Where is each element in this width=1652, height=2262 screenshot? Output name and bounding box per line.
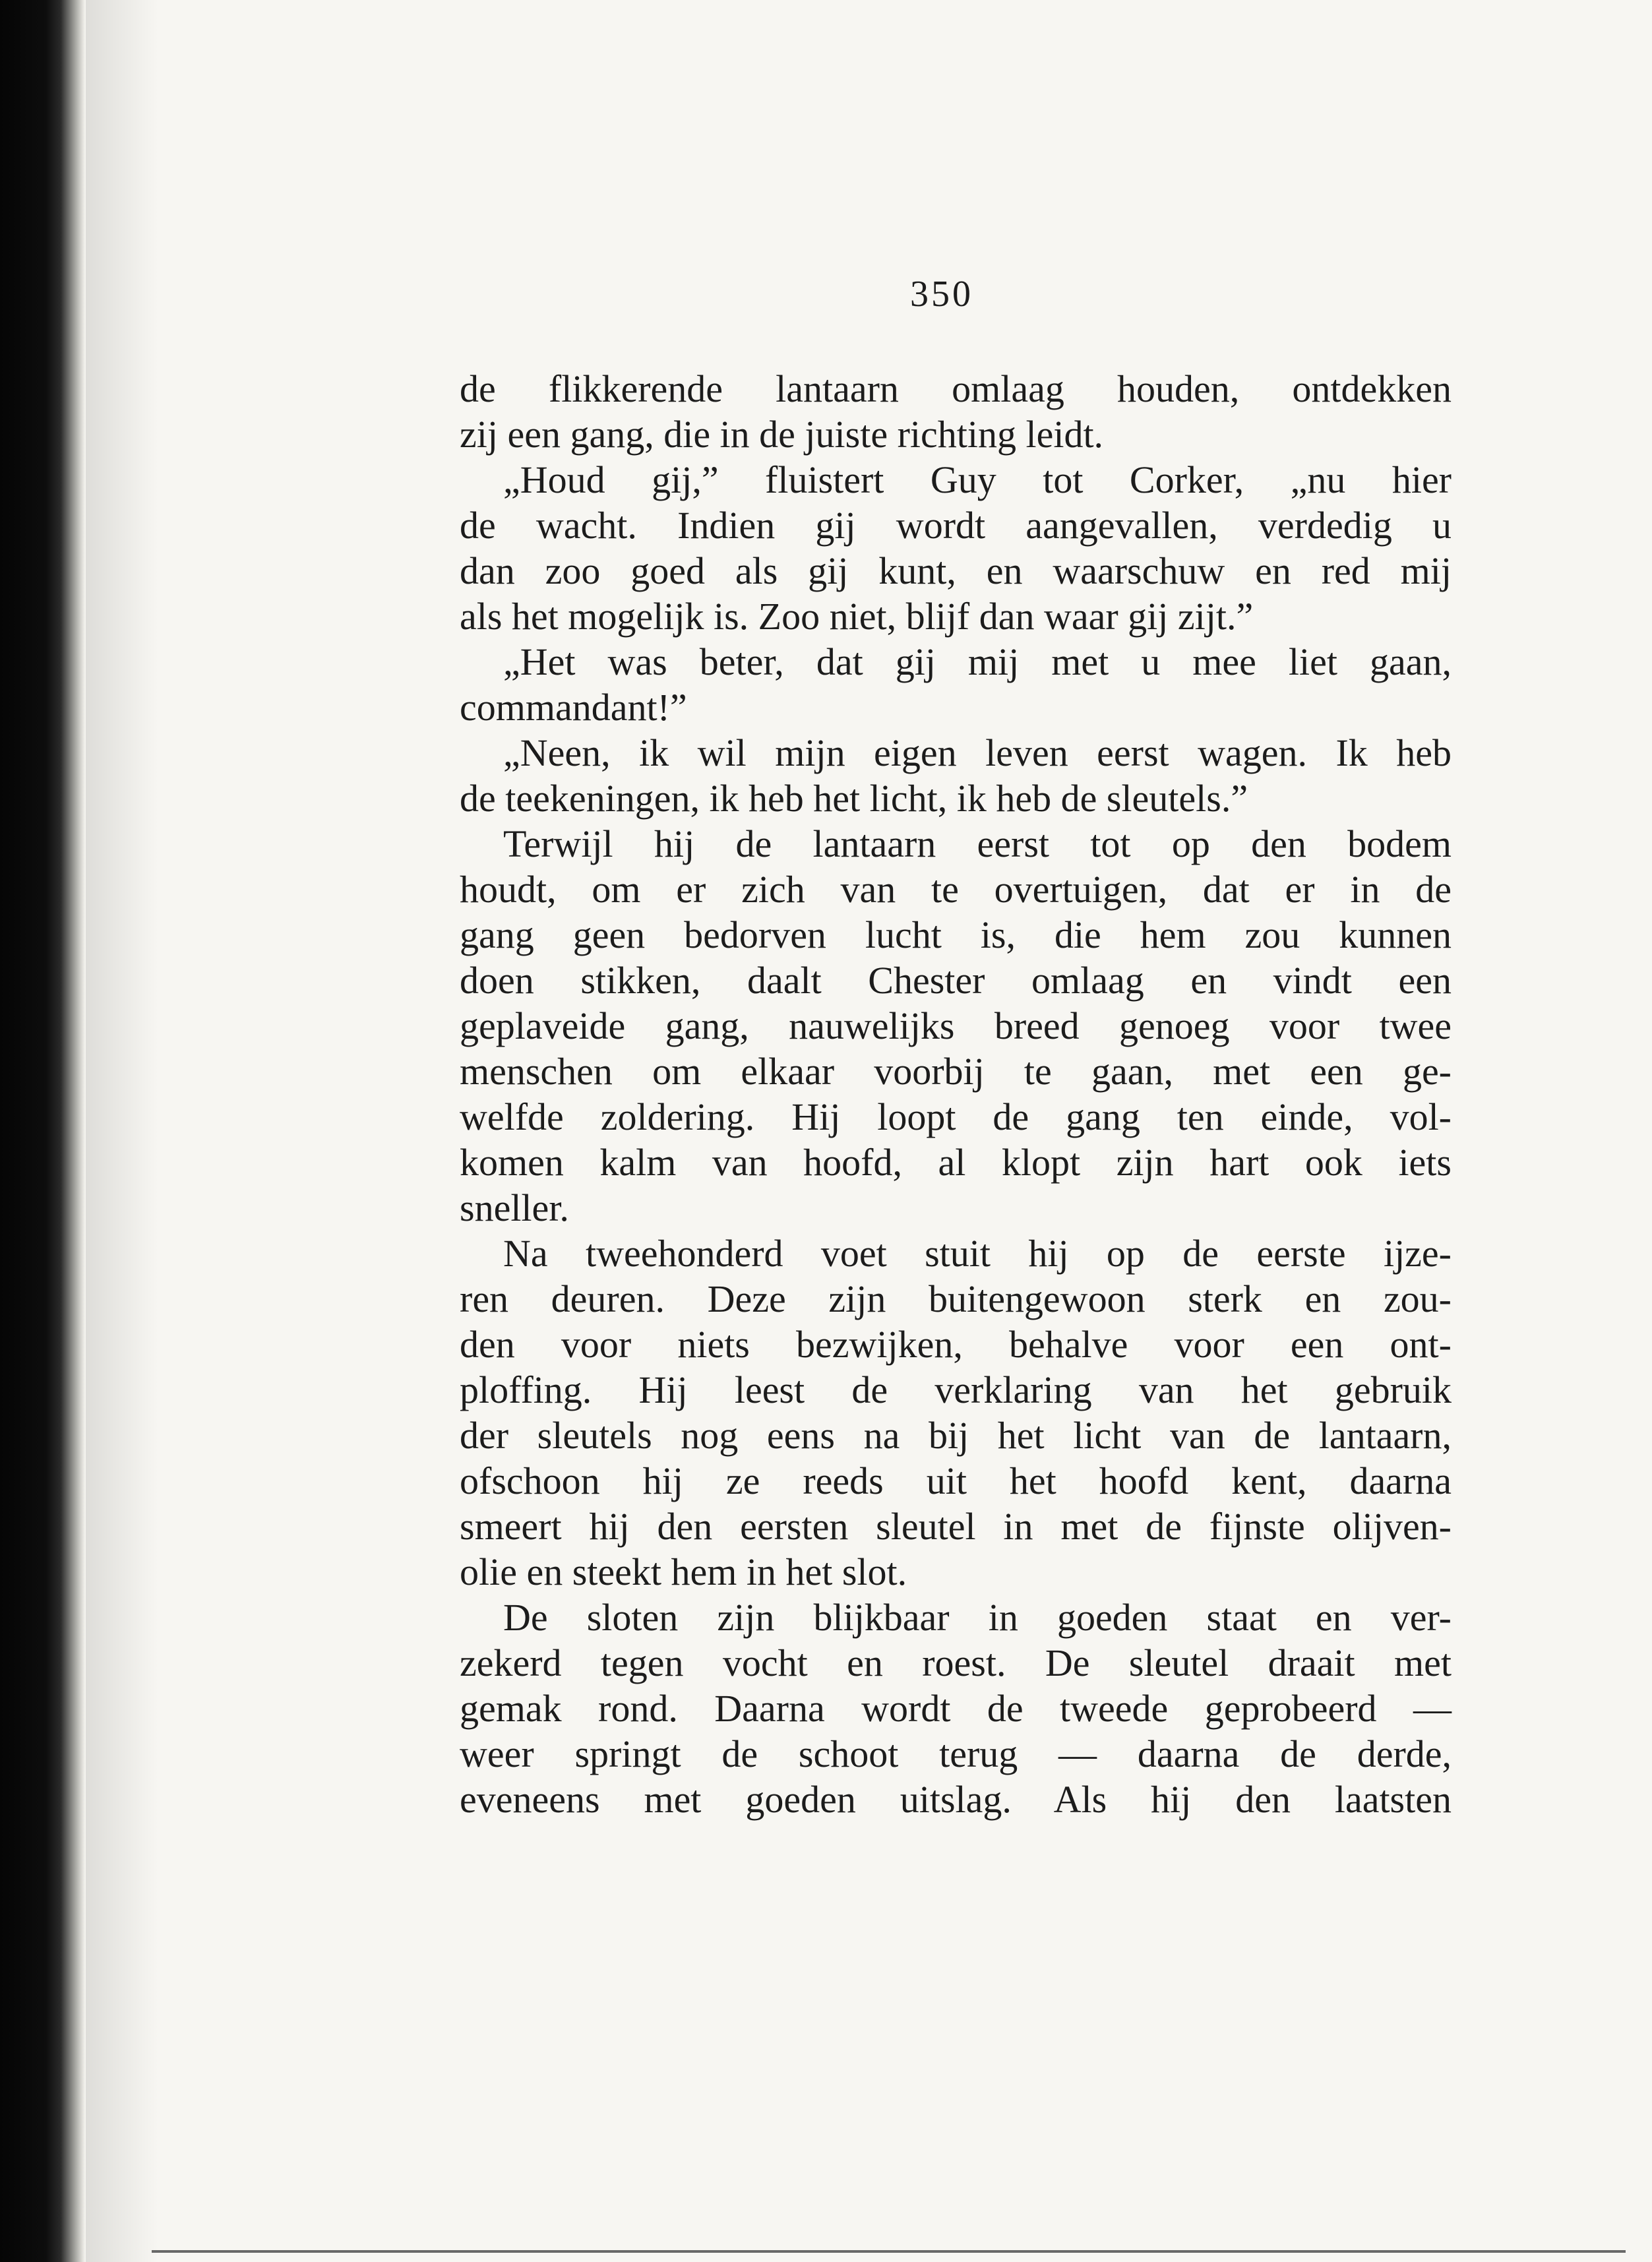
text-line: zij een gang, die in de juiste richting leidt.	[460, 413, 1104, 456]
gutter-shadow	[86, 0, 158, 2262]
text-line: de teekeningen, ik heb het licht, ik heb de sleutels.”	[460, 777, 1248, 820]
text-line: menschen om elkaar voorbij te gaan, met een ge-	[460, 1050, 1452, 1093]
text-line: „Het was beter, dat gij mij met u mee liet gaan,	[503, 640, 1452, 683]
text-line: eveneens met goeden uitslag. Als hij den laatsten	[460, 1778, 1452, 1821]
text-line: De sloten zijn blijkbaar in goeden staat en ver-	[503, 1596, 1452, 1639]
page-number: 350	[910, 274, 973, 315]
text-line: zekerd tegen vocht en roest. De sleutel draait met	[460, 1641, 1452, 1684]
text-line: der sleutels nog eens na bij het licht van de lantaarn,	[460, 1414, 1452, 1457]
book-binding-edge	[0, 0, 86, 2262]
text-line: geplaveide gang, nauwelijks breed genoeg voor twee	[460, 1004, 1452, 1047]
text-line: ploffing. Hij leest de verklaring van het gebruik	[460, 1368, 1452, 1411]
text-line: houdt, om er zich van te overtuigen, dat er in de	[460, 868, 1452, 911]
text-line: „Houd gij,” fluistert Guy tot Corker, „nu hier	[503, 458, 1452, 501]
text-line: sneller.	[460, 1186, 569, 1229]
body-text	[460, 366, 1452, 1822]
text-line: weer springt de schoot terug — daarna de derde,	[460, 1732, 1452, 1775]
text-line: doen stikken, daalt Chester omlaag en vindt een	[460, 959, 1452, 1002]
text-line: „Neen, ik wil mijn eigen leven eerst wagen. Ik heb	[503, 731, 1452, 774]
page-bottom-rule	[152, 2250, 1626, 2253]
text-line: de flikkerende lantaarn omlaag houden, ontdekken	[460, 367, 1452, 410]
text-line: komen kalm van hoofd, al klopt zijn hart ook iets	[460, 1141, 1452, 1184]
text-line: ofschoon hij ze reeds uit het hoofd kent, daarna	[460, 1459, 1452, 1502]
text-line: smeert hij den eersten sleutel in met de fijnste olijven-	[460, 1505, 1452, 1548]
text-line: als het mogelijk is. Zoo niet, blijf dan waar gij zijt.”	[460, 595, 1254, 638]
text-line: Na tweehonderd voet stuit hij op de eerste ijze-	[503, 1232, 1452, 1275]
text-line: welfde zoldering. Hij loopt de gang ten einde, vol-	[460, 1095, 1452, 1138]
text-line: de wacht. Indien gij wordt aangevallen, verdedig u	[460, 504, 1452, 547]
text-line: commandant!”	[460, 686, 687, 729]
text-line: den voor niets bezwijken, behalve voor een ont-	[460, 1323, 1452, 1366]
text-line: gemak rond. Daarna wordt de tweede geprobeerd —	[460, 1687, 1452, 1730]
text-line: gang geen bedorven lucht is, die hem zou kunnen	[460, 913, 1452, 956]
text-line: olie en steekt hem in het slot.	[460, 1550, 907, 1593]
text-line: ren deuren. Deze zijn buitengewoon sterk en zou-	[460, 1277, 1452, 1320]
text-line: dan zoo goed als gij kunt, en waarschuw en red mij	[460, 549, 1452, 592]
text-line: Terwijl hij de lantaarn eerst tot op den bodem	[503, 822, 1452, 865]
